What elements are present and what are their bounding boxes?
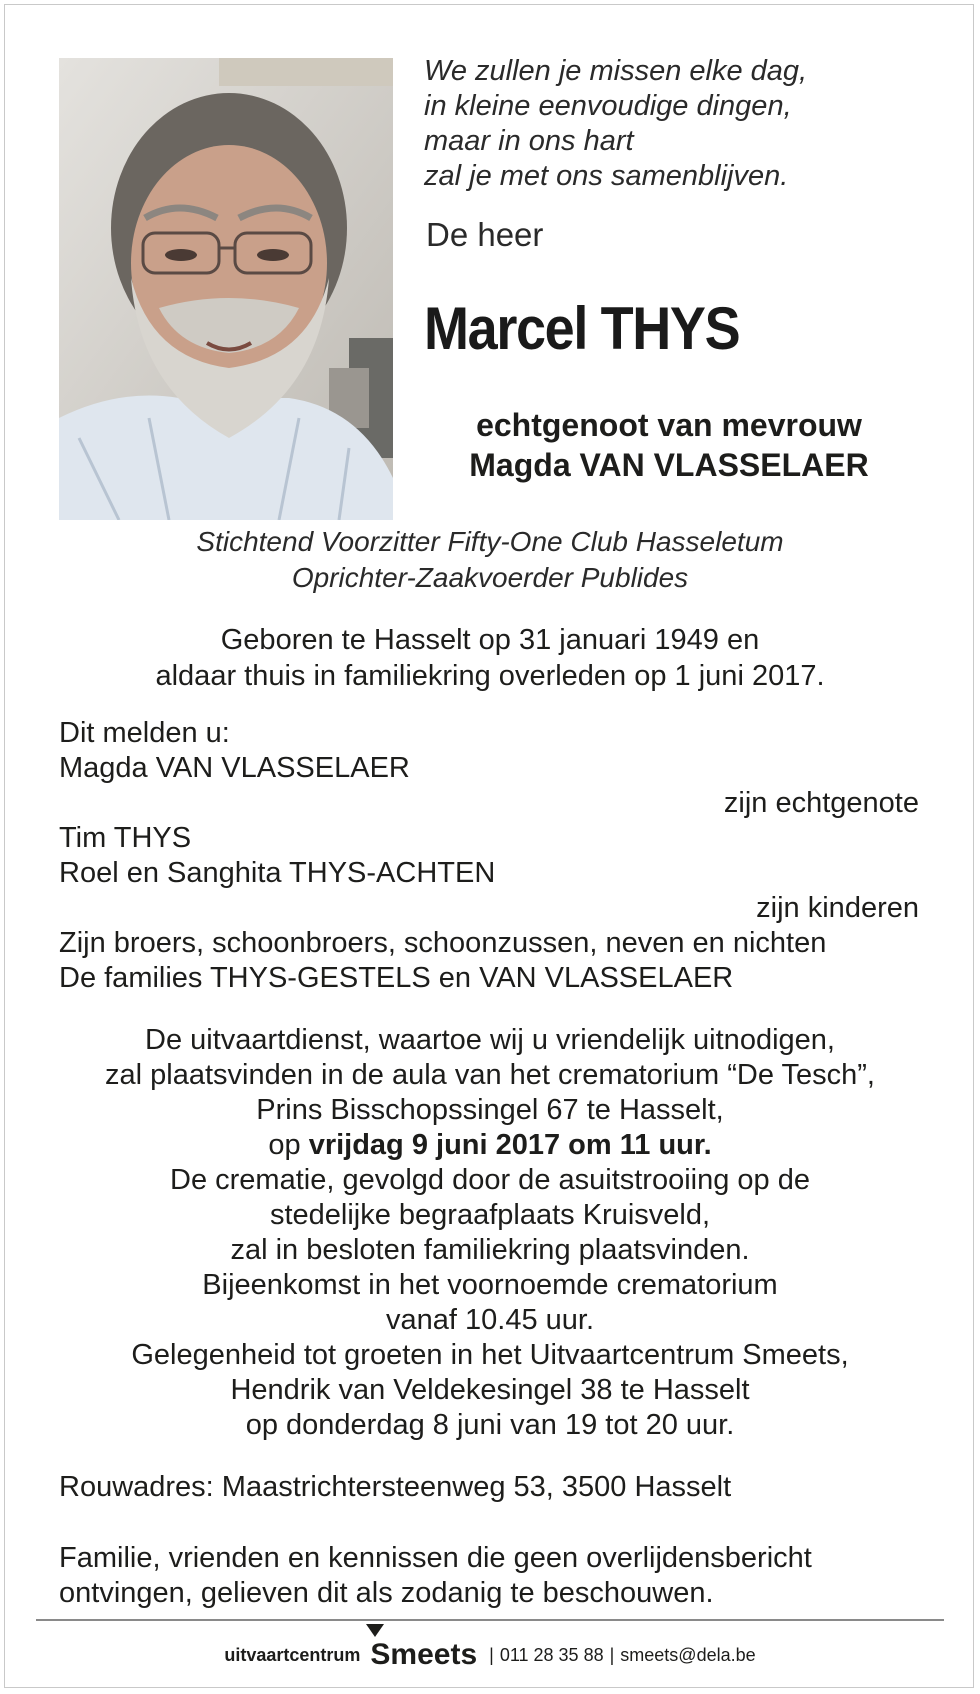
ceremony-line: De uitvaartdienst, waartoe wij u vriendelijk uitnodigen,	[145, 1024, 835, 1056]
notice-line: Familie, vrienden en kennissen die geen overlijdensbericht	[59, 1542, 812, 1574]
notice-line: ontvingen, gelieven dit als zodanig te beschouwen.	[59, 1577, 714, 1609]
deceased-name: Marcel THYS	[424, 295, 740, 362]
birth-death-block	[0, 622, 980, 694]
ceremony-date: vrijdag 9 juni 2017 om 11 uur.	[308, 1129, 712, 1161]
role-line: Oprichter-Zaakvoerder Publides	[291, 562, 689, 593]
spouse-relation: echtgenoot van mevrouw	[476, 407, 862, 443]
footer-brand-logo: Smeets	[370, 1638, 478, 1671]
portrait-photo	[59, 58, 393, 520]
ceremony-line: Prins Bisschopssingel 67 te Hasselt,	[256, 1094, 724, 1126]
ceremony-line: Hendrik van Veldekesingel 38 te Hasselt	[230, 1374, 750, 1406]
poem-line: We zullen je missen elke dag,	[424, 55, 808, 87]
triangle-down-icon	[366, 1624, 384, 1637]
family-relatives: Zijn broers, schoonbroers, schoonzussen, neven en nichten	[59, 927, 827, 959]
ceremony-line: stedelijke begraafplaats Kruisveld,	[269, 1199, 711, 1231]
poem-line: zal je met ons samenblijven.	[424, 160, 789, 192]
footer-separator: |	[609, 1645, 615, 1665]
ceremony-line: vanaf 10.45 uur.	[386, 1304, 594, 1336]
death-line: aldaar thuis in familiekring overleden op 1 juni 2017.	[155, 660, 825, 692]
ceremony-line: zal in besloten familiekring plaatsvinden.	[230, 1234, 750, 1266]
family-intro: Dit melden u:	[59, 717, 230, 749]
ceremony-date-prefix: op	[268, 1129, 309, 1161]
role-line: Stichtend Voorzitter Fifty-One Club Hasseletum	[196, 526, 784, 557]
roles-block	[0, 524, 980, 596]
mourning-address: Rouwadres: Maastrichtersteenweg 53, 3500 Hasselt	[59, 1471, 732, 1503]
ceremony-line: Bijeenkomst in het voornoemde crematorium	[202, 1269, 778, 1301]
poem-line: in kleine eenvoudige dingen,	[424, 90, 792, 122]
poem	[424, 54, 954, 194]
footer-divider	[36, 1619, 944, 1621]
closing-notice	[59, 1541, 812, 1611]
family-families: De families THYS-GESTELS en VAN VLASSELAER	[59, 962, 734, 994]
ceremony-line: De crematie, gevolgd door de asuitstrooiing op de	[170, 1164, 810, 1196]
family-block	[59, 716, 919, 996]
family-child: Tim THYS	[59, 822, 192, 854]
footer-email: smeets@dela.be	[620, 1645, 756, 1665]
spouse-block	[424, 405, 914, 485]
birth-line: Geboren te Hasselt op 31 januari 1949 en	[220, 624, 760, 656]
footer-label: uitvaartcentrum	[224, 1645, 361, 1665]
family-children-relation: zijn kinderen	[756, 892, 919, 924]
family-spouse-name: Magda VAN VLASSELAER	[59, 752, 410, 784]
family-child: Roel en Sanghita THYS-ACHTEN	[59, 857, 496, 889]
ceremony-line: Gelegenheid tot groeten in het Uitvaartcentrum Smeets,	[131, 1339, 849, 1371]
ceremony-line: zal plaatsvinden in de aula van het crematorium “De Tesch”,	[105, 1059, 875, 1091]
footer	[0, 1638, 980, 1672]
footer-phone: 011 28 35 88	[499, 1645, 604, 1665]
footer-separator: |	[489, 1645, 494, 1665]
honorific: De heer	[426, 216, 544, 253]
family-spouse-relation: zijn echtgenote	[723, 787, 919, 819]
poem-line: maar in ons hart	[424, 125, 634, 157]
ceremony-date-line	[0, 1128, 980, 1163]
spouse-name: Magda VAN VLASSELAER	[469, 447, 869, 483]
ceremony-block	[0, 1023, 980, 1443]
ceremony-line: op donderdag 8 juni van 19 tot 20 uur.	[245, 1409, 735, 1441]
